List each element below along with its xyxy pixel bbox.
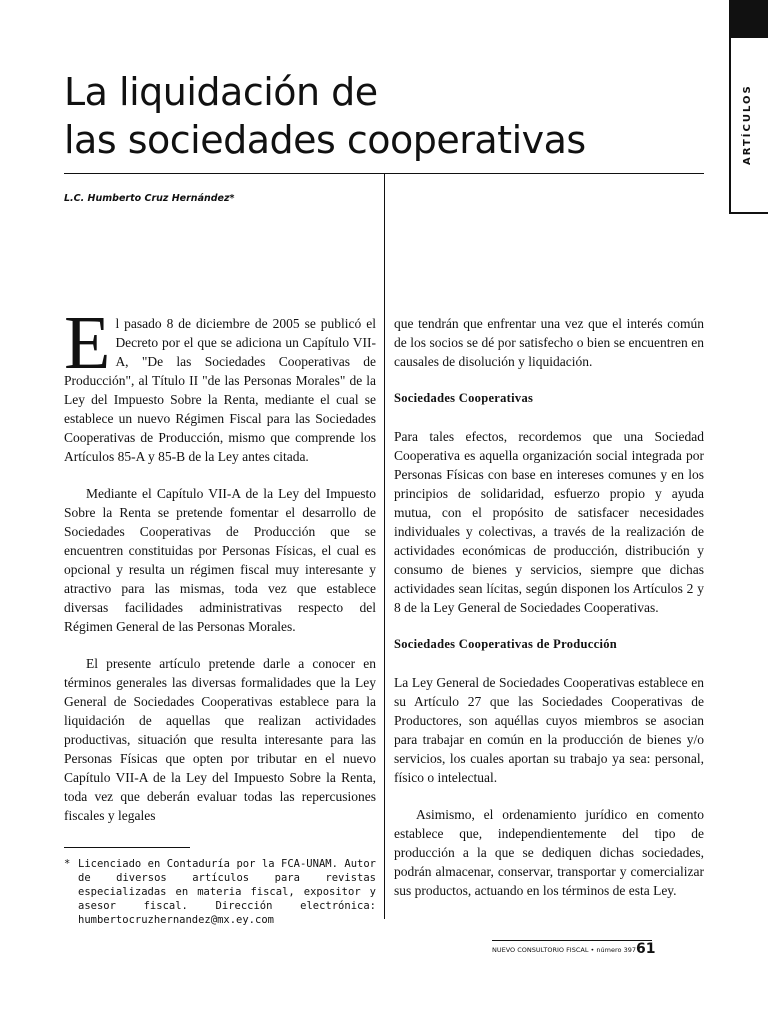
paragraph-7: Asimismo, el ordenamiento jurídico en comento establece que, independientemente del tipo de producción a la que se dediquen dichas sociedades, podrán almacenar, conservar, transportar y comercializar sus productos, actuando en los términos de esta Ley. xyxy=(394,807,704,898)
section-tab-marker xyxy=(729,0,768,38)
section-label: ARTÍCULOS xyxy=(742,84,753,165)
author-byline: L.C. Humberto Cruz Hernández* xyxy=(64,193,235,204)
paragraph-3: El presente artículo pretende darle a conocer en términos generales las diversas formalidades que la Ley General de Sociedades Cooperativas establece para la liquidación de aquellas que realizan actividades productivas, situación que resulta interesante para las Personas Físicas que opten por tributar en el nuevo Capítulo VII-A de la Ley del Impuesto Sobre la Renta, toda vez que deberán evaluar todas las repercusiones fiscales y legales xyxy=(64,656,376,823)
title-line-1: La liquidación de xyxy=(64,70,378,114)
footnote-text: Licenciado en Contaduría por la FCA-UNAM. Autor de diversos artículos para revistas especializadas en materia fiscal, expositor y asesor fiscal. Dirección electrónica: humbertocruzhernandez@mx.ey.com xyxy=(78,858,376,926)
footer-rule xyxy=(492,940,652,941)
drop-cap: E xyxy=(64,301,111,385)
footnote xyxy=(64,857,376,927)
paragraph-6: La Ley General de Sociedades Cooperativas establece en su Artículo 27 que las Sociedades Cooperativas de Productores, son aquéllas cuyos miembros se asocian para trabajar en común en la producción de bienes y/o servicios, los cuales aportan su trabajo ya sea: personal, físico o intelectual. xyxy=(394,675,704,785)
left-column xyxy=(64,301,376,843)
paragraph-2: Mediante el Capítulo VII-A de la Ley del Impuesto Sobre la Renta se pretende fomentar el desarrollo de Sociedades Cooperativas de Producción que se encuentren constituidas por Personas Físicas, el cual es opcional y resulta un régimen fiscal muy interesante y atractivo para las mismas, toda vez que establece diversas facilidades administrativas respecto del Régimen General de las Personas Morales. xyxy=(64,486,376,634)
column-divider xyxy=(384,174,385,919)
footer-publication: NUEVO CONSULTORIO FISCAL • número 397 xyxy=(492,946,636,954)
subheading-sociedades-cooperativas: Sociedades Cooperativas xyxy=(394,391,534,405)
page-number: 61 xyxy=(636,941,656,957)
right-column xyxy=(394,314,704,918)
paragraph-1 xyxy=(64,301,376,466)
subheading-cooperativas-produccion: Sociedades Cooperativas de Producción xyxy=(394,637,618,651)
footnote-rule xyxy=(64,847,190,848)
article-title xyxy=(64,68,704,164)
title-line-2: las sociedades cooperativas xyxy=(64,118,586,162)
paragraph-5: Para tales efectos, recordemos que una Sociedad Cooperativa es aquella organización social integrada por Personas Físicas con base en intereses comunes y en los principios de solidaridad, esfuerzo propio y ayuda mutua, con el propósito de satisfacer necesidades individuales y colectivas, a través de la realización de actividades económicas de producción, distribución y consumo de bienes y servicios, siempre que dichas actividades sean lícitas, según disponen los Artículos 2 y 8 de la Ley General de Sociedades Cooperativas. xyxy=(394,429,704,615)
paragraph-1-text: l pasado 8 de diciembre de 2005 se publicó el Decreto por el que se adiciona un Capítulo VII-A, "De las Sociedades Cooperativas de Producción", al Título II "de las Personas Morales" de la Ley del Impuesto Sobre la Renta, mediante el cual se establece un nuevo Régimen Fiscal para las Sociedades Cooperativas de Producción, mismo que comprende los Artículos 85-A y 85-B de la Ley antes citada. xyxy=(64,316,376,464)
paragraph-4: que tendrán que enfrentar una vez que el interés común de los socios se dé por satisfecho o bien se encuentren en causales de disolución y liquidación. xyxy=(394,316,704,369)
footnote-mark: * xyxy=(64,858,71,870)
